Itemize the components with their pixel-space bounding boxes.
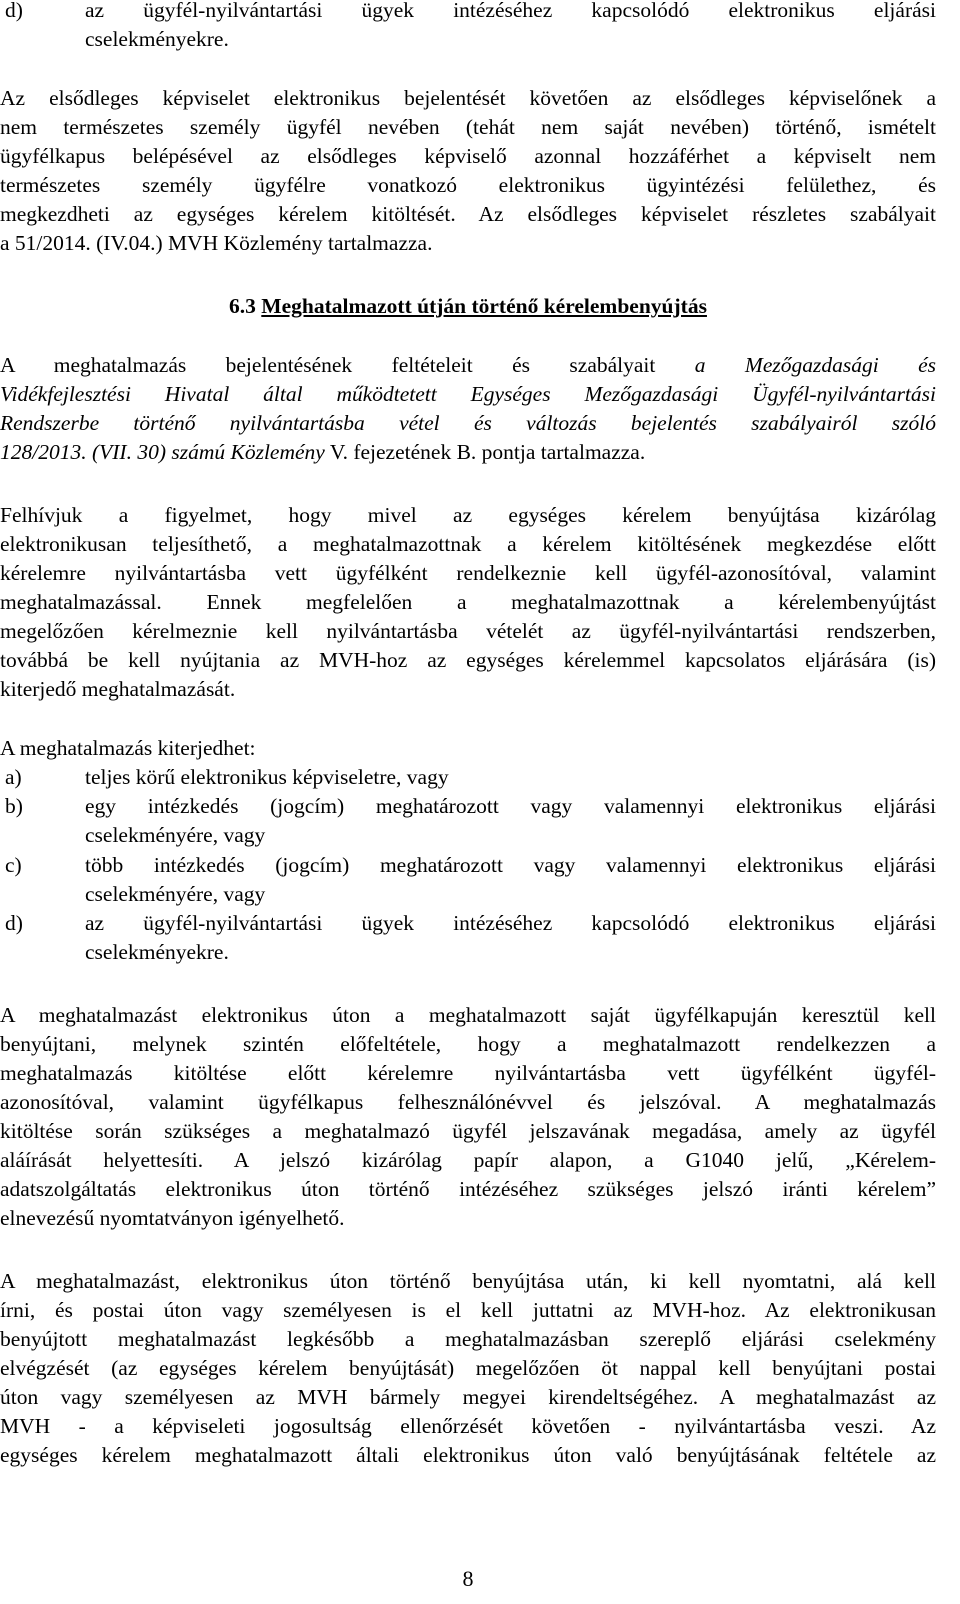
paragraph-text: A meghatalmazás bejelentésének feltételeit és szabályait [0, 353, 656, 377]
paragraph-line: egységes kérelem meghatalmazott általi elektronikus úton való benyújtásának feltétele az [0, 1443, 936, 1467]
list-item-text-continued: cselekményére, vagy [85, 823, 266, 847]
paragraph-italic-text: a Mezőgazdasági és [694, 353, 936, 377]
paragraph-line: benyújtott meghatalmazást legkésőbb a meghatalmazásban szereplő eljárási cselekmény [0, 1327, 936, 1351]
paragraph-line: kitöltése során szükséges a meghatalmazó ügyfél jelszavának megadása, amely az ügyfél [0, 1119, 936, 1143]
section-title: Meghatalmazott útján történő kérelembenyújtás [261, 294, 707, 318]
section-number: 6.3 [229, 294, 256, 318]
paragraph-line: Vidékfejlesztési Hivatal által működtetett Egységes Mezőgazdasági Ügyfél-nyilvántartási [0, 382, 936, 406]
paragraph-line: úton vagy személyesen az MVH bármely megyei kirendeltségéhez. A meghatalmazást az [0, 1385, 936, 1409]
paragraph-line: MVH - a képviseleti jogosultság ellenőrzését követően - nyilvántartásba veszi. Az [0, 1414, 936, 1438]
list-label: d) [5, 911, 23, 935]
paragraph-line: írni, és postai úton vagy személyesen is el kell juttatni az MVH-hoz. Az elektronikusan [0, 1298, 936, 1322]
paragraph-line: aláírását helyettesíti. A jelszó kizárólag papír alapon, a G1040 jelű, „Kérelem- [0, 1148, 936, 1172]
list-item-text: egy intézkedés (jogcím) meghatározott vagy valamennyi elektronikus eljárási [85, 794, 936, 818]
page-number: 8 [462, 1566, 474, 1591]
paragraph-line: kiterjedő meghatalmazását. [0, 677, 236, 701]
list-item-text: több intézkedés (jogcím) meghatározott vagy valamennyi elektronikus eljárási [85, 853, 936, 877]
list-item-text: az ügyfél-nyilvántartási ügyek intézéséhez kapcsolódó elektronikus eljárási [85, 911, 936, 935]
paragraph-line: Az elsődleges képviselet elektronikus bejelentését követően az elsődleges képviselőnek a [0, 86, 936, 110]
paragraph-line: elvégzését (az egységes kérelem benyújtását) megelőzően öt nappal kell benyújtani postai [0, 1356, 936, 1380]
paragraph-line: ügyfélkapus belépésével az elsődleges képviselő azonnal hozzáférhet a képviselt nem [0, 144, 936, 168]
paragraph-line: nem természetes személy ügyfél nevében (tehát nem saját nevében) történő, ismételt [0, 115, 936, 139]
list-intro: A meghatalmazás kiterjedhet: [0, 736, 256, 760]
list-label: a) [5, 765, 22, 789]
section-heading [0, 296, 936, 320]
paragraph-line: elnevezésű nyomtatványon igényelhető. [0, 1206, 345, 1230]
paragraph-line: Rendszerbe történő nyilvántartásba vétel és változás bejelentés szabályairól szóló [0, 411, 936, 435]
paragraph-line: a 51/2014. (IV.04.) MVH Közlemény tartalmazza. [0, 231, 433, 255]
paragraph-line: meghatalmazás kitöltése előtt kérelemre nyilvántartásba vett ügyfélként ügyfél- [0, 1061, 936, 1085]
paragraph-line: meghatalmazással. Ennek megfelelően a meghatalmazottnak a kérelembenyújtást [0, 590, 936, 614]
paragraph-line [0, 355, 936, 379]
paragraph-line: természetes személy ügyfélre vonatkozó elektronikus ügyintézési felülethez, és [0, 173, 936, 197]
paragraph-line: megkezdheti az egységes kérelem kitöltését. Az elsődleges képviselet részletes szabályait [0, 202, 936, 226]
list-item-text-continued: cselekményére, vagy [85, 882, 266, 906]
paragraph-line: Felhívjuk a figyelmet, hogy mivel az egységes kérelem benyújtása kizárólag [0, 503, 936, 527]
paragraph-text: V. fejezetének B. pontja tartalmazza. [324, 440, 646, 464]
paragraph-line: A meghatalmazást, elektronikus úton történő benyújtása után, ki kell nyomtatni, alá kell [0, 1269, 936, 1293]
paragraph-line: A meghatalmazást elektronikus úton a meghatalmazott saját ügyfélkapuján keresztül kell [0, 1003, 936, 1027]
paragraph-line: adatszolgáltatás elektronikus úton történő intézéséhez szükséges jelszó iránti kérelem” [0, 1177, 936, 1201]
paragraph-line: elektronikusan teljesíthető, a meghatalmazottnak a kérelem kitöltésének megkezdése előtt [0, 532, 936, 556]
paragraph-line: benyújtani, melynek szintén előfeltétele, hogy a meghatalmazott rendelkezzen a [0, 1032, 936, 1056]
list-item-text-continued: cselekményekre. [85, 940, 229, 964]
list-label: d) [5, 0, 23, 22]
paragraph-line [0, 442, 645, 466]
list-label: c) [5, 853, 22, 877]
paragraph-line: megelőzően kérelmeznie kell nyilvántartásba vételét az ügyfél-nyilvántartási rendszerben, [0, 619, 936, 643]
paragraph-italic-text: 128/2013. (VII. 30) számú Közlemény [0, 440, 325, 464]
paragraph-line: azonosítóval, valamint ügyfélkapus felhesználónévvel és jelszóval. A meghatalmazás [0, 1090, 936, 1114]
paragraph-line: kérelemre nyilvántartásba vett ügyfélként rendelkeznie kell ügyfél-azonosítóval, valamint [0, 561, 936, 585]
list-item-text: teljes körű elektronikus képviseletre, vagy [85, 765, 449, 789]
paragraph-line: továbbá be kell nyújtania az MVH-hoz az egységes kérelemmel kapcsolatos eljárására (is) [0, 648, 936, 672]
list-item-text-continued: cselekményekre. [85, 27, 229, 51]
list-label: b) [5, 794, 23, 818]
list-item-text: az ügyfél-nyilvántartási ügyek intézéséhez kapcsolódó elektronikus eljárási [85, 0, 936, 22]
